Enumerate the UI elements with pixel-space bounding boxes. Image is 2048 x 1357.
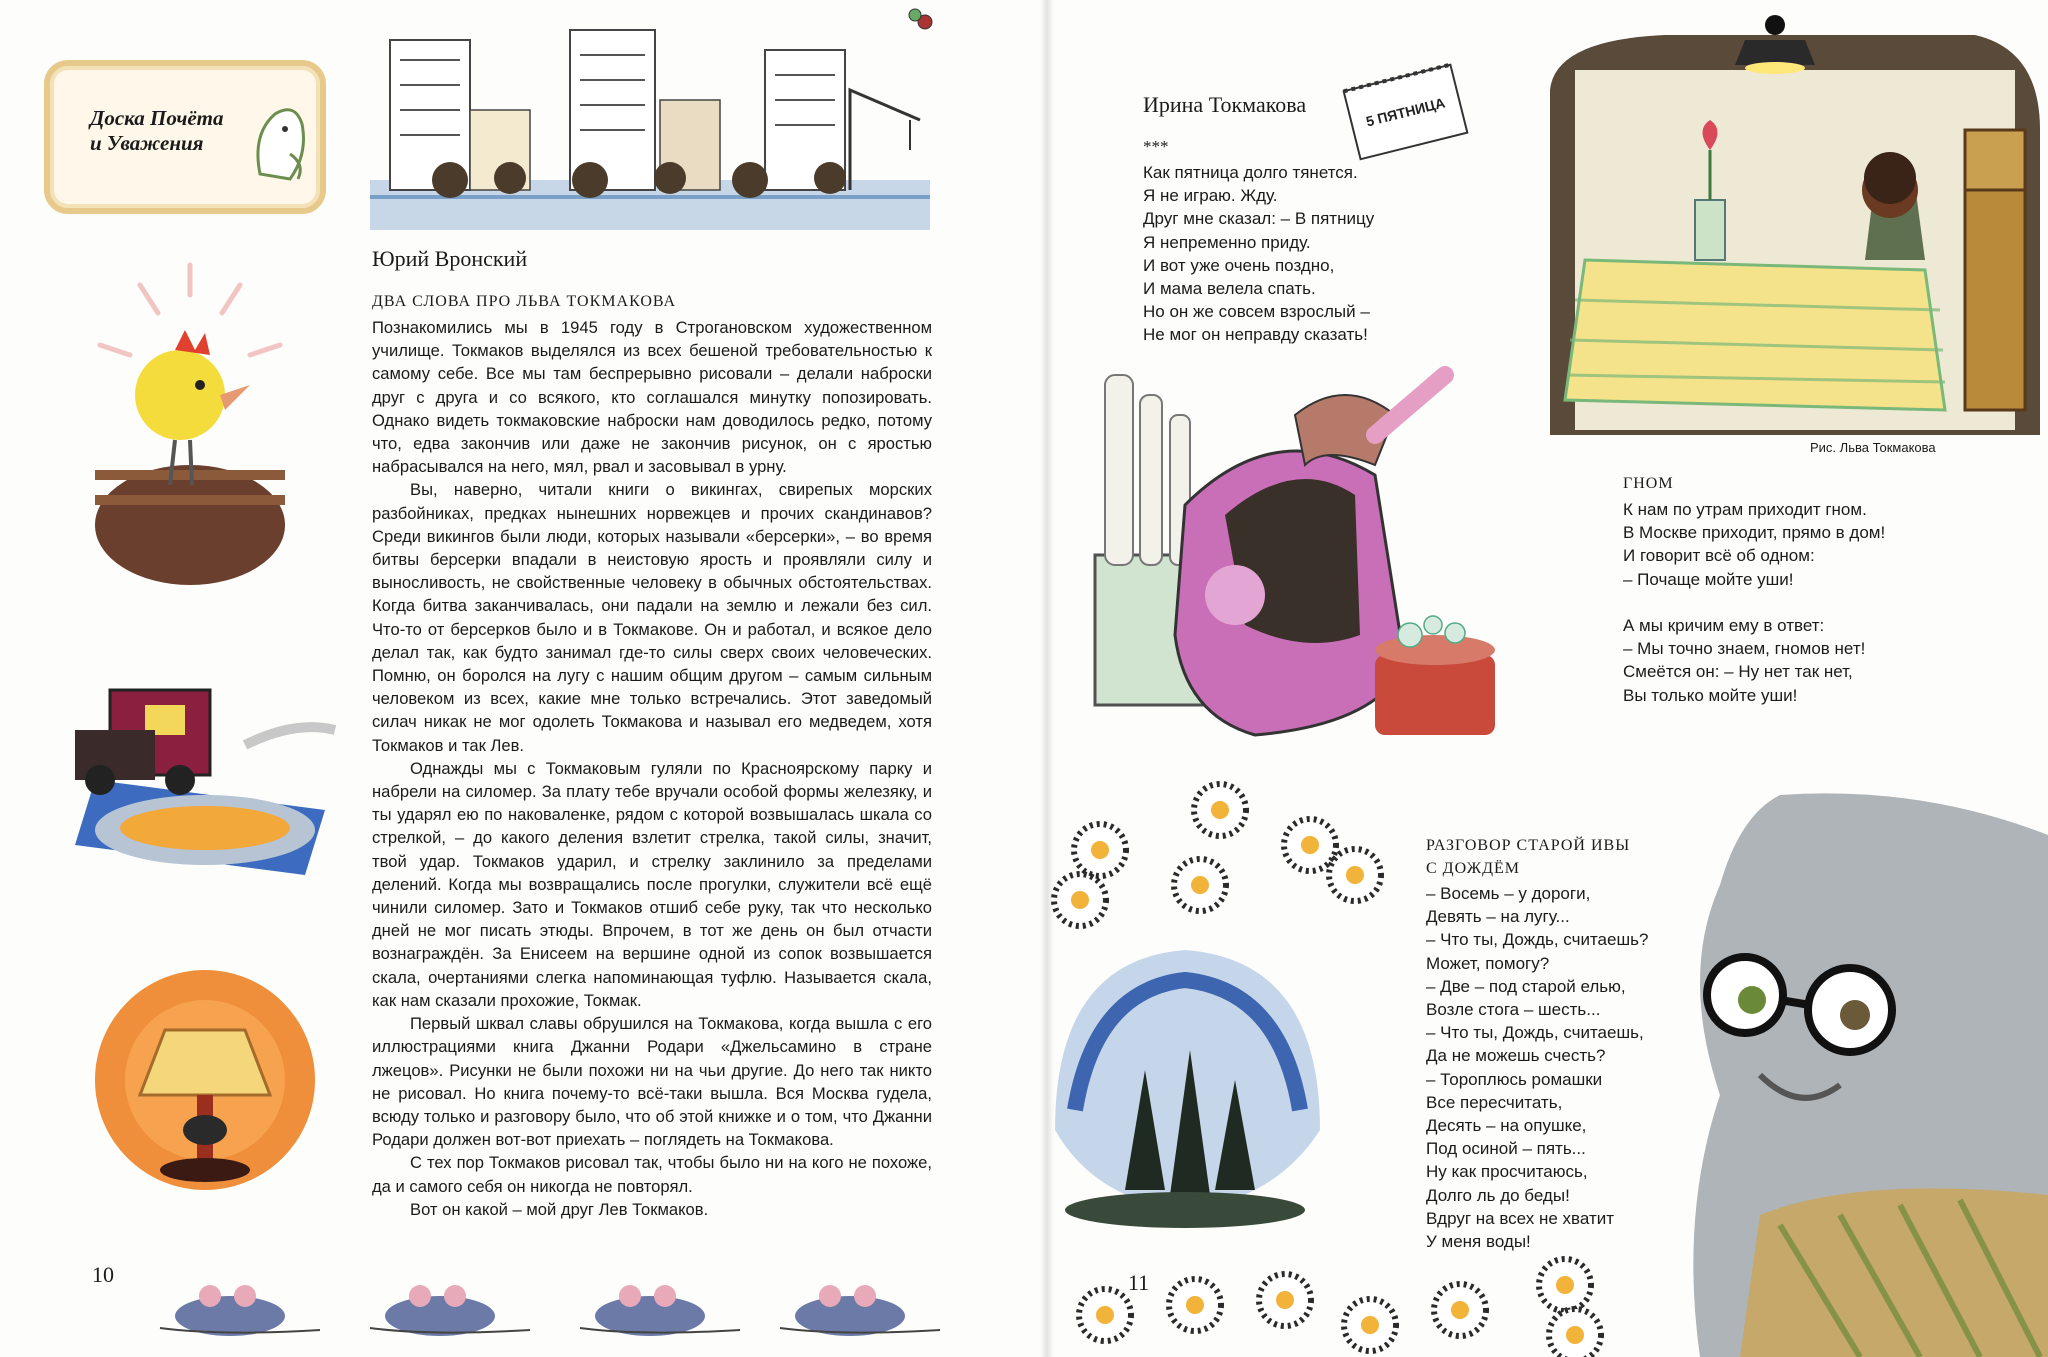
poem-line: Девять – на лугу... <box>1426 907 1570 927</box>
poem-line: – Две – под старой елью, <box>1426 976 1626 996</box>
poem-line: И говорит всё об одном: <box>1623 546 1815 566</box>
willow-illustration <box>1035 930 1335 1240</box>
poem-line: Может, помогу? <box>1426 953 1550 973</box>
poem-line: И мама велела спать. <box>1143 279 1316 299</box>
poem-line: Вы только мойте уши! <box>1623 685 1798 705</box>
poem-line: Да не можешь счесть? <box>1426 1046 1606 1066</box>
article-title: ДВА СЛОВА ПРО ЛЬВА ТОКМАКОВА <box>372 293 677 310</box>
city-illustration <box>370 30 930 230</box>
poem-line: – Мы точно знаем, гномов нет! <box>1623 639 1866 659</box>
honor-board-title: Доска Почёта и Уважения <box>90 106 224 155</box>
poem-line: Десять – на опушке, <box>1426 1116 1587 1136</box>
article-paragraph: Первый шквал славы обрушился на Токмакова, когда вышла с его иллюстрациями книга Джанни Родари «Джельсамино в стране лжецов». Рисунки не были похожи ни на чьи другие. До него так никто не рисовал. Но книга почему-то всё-таки вышла. Вся Москва гудела, всюду только и разговору было, что об этой книжке и о том, что Джанни Родари должен вот-вот приехать – поглядеть на Токмакова. <box>372 1014 932 1150</box>
poem-friday <box>1143 161 1374 347</box>
article-paragraph: Однажды мы с Токмаковым гуляли по Красноярскому парку и набрели на силомер. За плату тебе вручали особой формы железяку, и ты ударял ею по наковаленке, рядом с которой возвышалась шкала со стрелкой, – до какого деления взлетит стрелка, такой силы, значит, твой удар. Токмаков ударил, и стрелку заклинило за пределами делений. Когда мы возвращались после прогулки, служители всё ещё чинили силомер. Зато и Токмаков отшиб себе руку, так что несколько дней не мог писать этюды. Впрочем, в тот же день он был отчасти вознаграждён. За Енисеем на вершине одной из сопок возвышается скала, очертаниями слегка напоминающая туфлю. Называется скала, как нам сказали прохожие, Токмак. <box>372 758 932 1010</box>
poem-line: И вот уже очень поздно, <box>1143 255 1335 275</box>
poem-gnome <box>1623 498 1885 707</box>
poem-line: Смеётся он: – Ну нет так нет, <box>1623 662 1853 682</box>
boy-at-table-illustration <box>1545 30 2045 435</box>
old-willow-face-illustration <box>1660 795 2048 1357</box>
poem-line: У меня воды! <box>1426 1232 1531 1252</box>
illustration-credit: Рис. Льва Токмакова <box>1810 440 1936 455</box>
poem-willow <box>1426 882 1648 1253</box>
poem-line: Не мог он неправду сказать! <box>1143 325 1368 345</box>
poem-line: Но он же совсем взрослый – <box>1143 302 1370 322</box>
daisies-border <box>1075 1255 1620 1355</box>
poem-line: – Почаще мойте уши! <box>1623 569 1794 589</box>
poem-line: – Восемь – у дороги, <box>1426 884 1591 903</box>
poem-gnome-title: ГНОМ <box>1623 475 1674 492</box>
poem-line: Как пятница долго тянется. <box>1143 163 1358 182</box>
train-illustration <box>65 650 345 880</box>
poem-line: Друг мне сказал: – В пятницу <box>1143 209 1375 229</box>
poem-line: Я непременно приду. <box>1143 232 1311 252</box>
poem-willow-title-line2: С ДОЖДЁМ <box>1426 860 1520 877</box>
poems-author: Ирина Токмакова <box>1143 92 1307 117</box>
poem-line: Ну как просчитаюсь, <box>1426 1162 1588 1182</box>
calendar-text: 5 ПЯТНИЦА <box>1364 94 1447 130</box>
article-body <box>372 316 932 1221</box>
poem-line: К нам по утрам приходит гном. <box>1623 500 1867 519</box>
gnome-illustration <box>1075 355 1515 775</box>
article-paragraph: С тех пор Токмаков рисовал так, чтобы было ни на кого не похоже, да и самого себя он никогда не повторял. <box>372 1153 932 1196</box>
poem-friday-title: *** <box>1143 137 1169 156</box>
article-author: Юрий Вронский <box>372 246 528 271</box>
rooster-illustration <box>80 255 300 595</box>
chick-icon <box>250 94 310 184</box>
poem-line: А мы кричим ему в ответ: <box>1623 616 1825 636</box>
page-number-left: 10 <box>92 1262 114 1287</box>
calendar-page-illustration <box>1335 62 1475 157</box>
poem-willow-title-line1: РАЗГОВОР СТАРОЙ ИВЫ <box>1426 837 1631 854</box>
article-paragraph: Познакомились мы в 1945 году в Строгановском художественном училище. Токмаков выделялся из всех бешеной требовательностью к самому себе. Все мы там беспрерывно рисовали – делали наброски друг с друга и со всякого, кто соглашался минутку попозировать. Однако видеть токмаковские наброски нам доводилось редко, потому что, едва закончив или даже не закончив рисунок, он с яростью набрасывался на него, мял, рвал и засовывал в урну. <box>372 318 932 477</box>
daisies-illustration <box>1060 770 1380 930</box>
article-paragraph: Вы, наверно, читали книги о викингах, свирепых морских разбойниках, предках нынешних норвежцев и прочих скандинавов? Среди викингов были люди, которых называли «берсерки», – во время битвы берсерки впадали в неистовую ярость и проявляли силу и выносливость, не свойственные человеку в обычных обстоятельствах. Когда битва заканчивалась, они падали на землю и лежали без сил. Что-то от берсерков было и в Токмакове. Он и работал, и всякое дело делал так, как будто занимал где-то силы сверх своих человеческих. Помню, он боролся на лугу с нашим общим другом – самым сильным человеком из всех, какие мне только встречались. Этот заведомый силач никак не мог одолеть Токмакова и называл его медведем, хотя Токмаков и так Лев. <box>372 480 932 755</box>
mice-border <box>150 1278 970 1338</box>
poem-line: – Тороплюсь ромашки <box>1426 1069 1603 1089</box>
poem-line: В Москве приходит, прямо в дом! <box>1623 523 1886 543</box>
poem-line: Возле стога – шесть... <box>1426 1000 1601 1020</box>
poem-line: Под осиной – пять... <box>1426 1139 1586 1159</box>
poem-line: – Что ты, Дождь, считаешь? <box>1426 930 1649 950</box>
honor-board-frame <box>44 60 326 214</box>
lamp-illustration <box>95 960 325 1210</box>
poem-line: Вдруг на всех не хватит <box>1426 1208 1615 1228</box>
poem-line: Все пересчитать, <box>1426 1092 1563 1112</box>
poem-line: Долго ль до беды! <box>1426 1185 1570 1205</box>
poem-line: – Что ты, Дождь, считаешь, <box>1426 1023 1644 1043</box>
page-number-right: 11 <box>1128 1270 1150 1295</box>
article-paragraph: Вот он какой – мой друг Лев Токмаков. <box>410 1199 709 1219</box>
poem-line: Я не играю. Жду. <box>1143 186 1278 206</box>
poem-line <box>1623 591 1885 614</box>
